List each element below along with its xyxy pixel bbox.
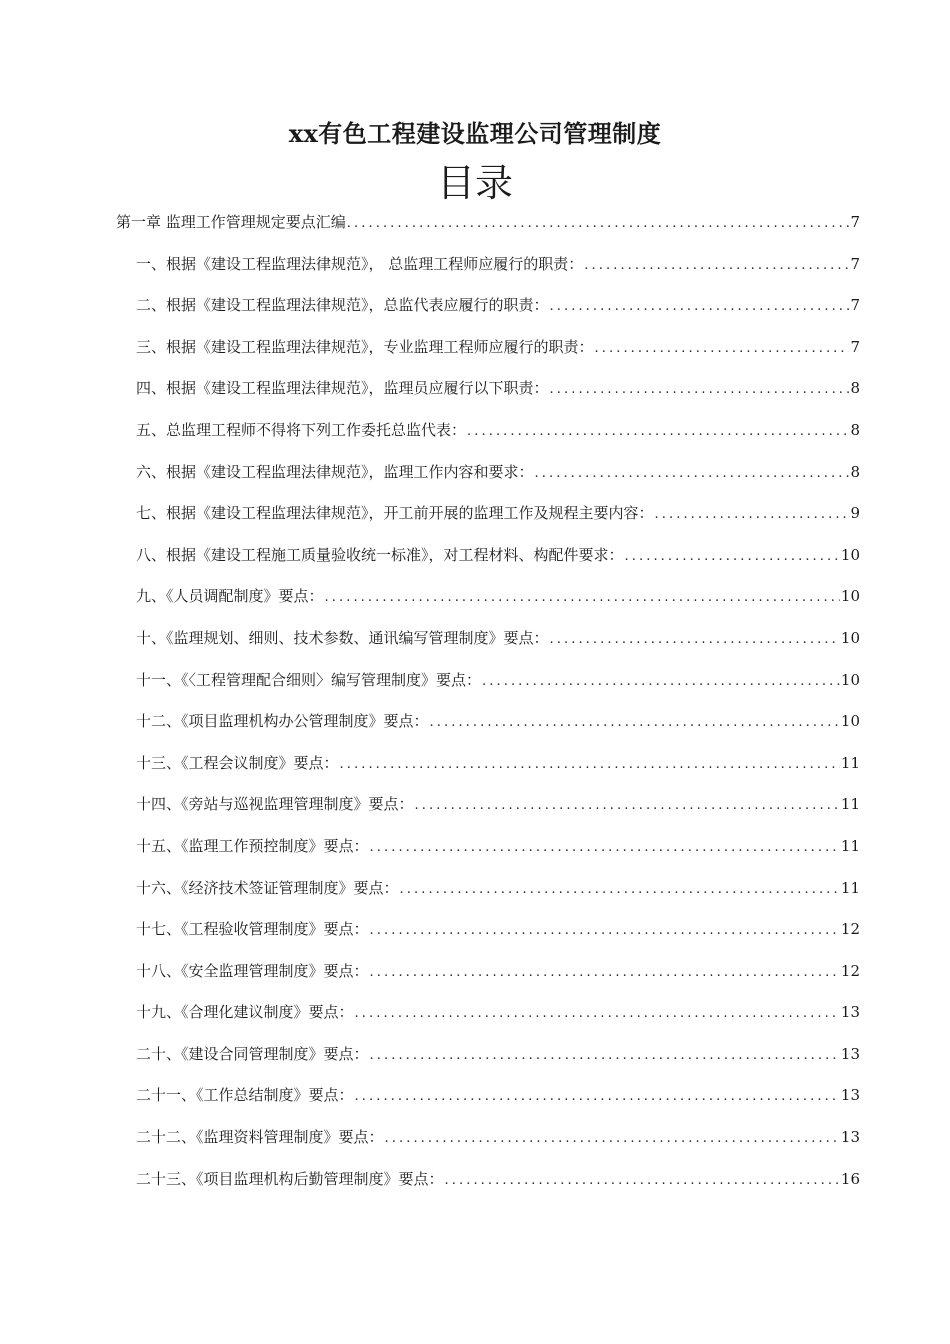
toc-leader-dots bbox=[655, 500, 850, 530]
toc-leader-dots bbox=[535, 459, 850, 489]
toc-entry[interactable] bbox=[116, 249, 860, 291]
toc-page-number: 7 bbox=[850, 296, 860, 315]
toc-entry[interactable] bbox=[116, 1080, 860, 1122]
toc-entry[interactable] bbox=[116, 706, 860, 748]
toc-leader-dots bbox=[340, 750, 840, 780]
toc-entry-text: 二十三、《项目监理机构后勤管理制度》要点： bbox=[136, 1169, 444, 1188]
toc-entry[interactable] bbox=[116, 1039, 860, 1081]
toc-entry-text: 九、《人员调配制度》要点： bbox=[136, 587, 324, 606]
toc-page-number: 7 bbox=[850, 213, 860, 231]
toc-leader-dots bbox=[370, 833, 840, 863]
toc-entry-text: 十四、《旁站与巡视监理管理制度》要点： bbox=[136, 795, 414, 814]
toc-page-number: 10 bbox=[840, 628, 860, 647]
toc-leader-dots bbox=[482, 667, 840, 697]
toc-entry[interactable] bbox=[116, 748, 860, 790]
toc-entry-text: 第一章 监理工作管理规定要点汇编 bbox=[116, 213, 346, 231]
toc-entry-text: 二十、《建设合同管理制度》要点： bbox=[136, 1044, 369, 1063]
toc-heading: 目录 bbox=[436, 161, 513, 205]
toc-leader-dots bbox=[355, 999, 840, 1029]
toc-page-number: 11 bbox=[840, 753, 860, 772]
toc-entry-text: 十九、《合理化建议制度》要点： bbox=[136, 1003, 354, 1022]
toc-entry[interactable] bbox=[116, 956, 860, 998]
toc-leader-dots bbox=[400, 875, 840, 905]
toc-entry[interactable] bbox=[116, 207, 860, 249]
toc-page-number: 8 bbox=[850, 420, 860, 439]
toc-entry-text: 十一、《〈工程管理配合细则〉编写管理制度》要点： bbox=[136, 670, 482, 689]
toc-leader-dots bbox=[595, 334, 850, 364]
toc-entry[interactable] bbox=[116, 498, 860, 540]
toc-entry-text: 十三、《工程会议制度》要点： bbox=[136, 753, 339, 772]
toc-page-number: 7 bbox=[850, 337, 860, 356]
toc-entry[interactable] bbox=[116, 540, 860, 582]
toc-page-number: 10 bbox=[840, 587, 860, 606]
toc-entry[interactable] bbox=[116, 789, 860, 831]
toc-entry-text: 二十一、《工作总结制度》要点： bbox=[136, 1086, 354, 1105]
toc-page-number: 16 bbox=[840, 1169, 860, 1188]
toc-page-number: 9 bbox=[850, 504, 860, 523]
toc-entry[interactable] bbox=[116, 914, 860, 956]
toc-entry[interactable] bbox=[116, 873, 860, 915]
toc-page-number: 13 bbox=[840, 1003, 860, 1022]
toc-entry-text: 二、根据《建设工程监理法律规范》，总监代表应履行的职责： bbox=[136, 296, 549, 315]
toc-page-number: 10 bbox=[840, 670, 860, 689]
toc-page-number: 13 bbox=[840, 1086, 860, 1105]
toc-entry-text: 一、根据《建设工程监理法律规范》， 总监理工程师应履行的职责： bbox=[136, 254, 584, 273]
toc-leader-dots bbox=[467, 417, 849, 447]
toc-page-number: 11 bbox=[840, 878, 860, 897]
toc-entry[interactable] bbox=[116, 415, 860, 457]
toc-entry-text: 五、总监理工程师不得将下列工作委托总监代表： bbox=[136, 420, 467, 439]
toc-leader-dots bbox=[625, 542, 840, 572]
toc-leader-dots bbox=[415, 791, 840, 821]
toc-entry[interactable] bbox=[116, 581, 860, 623]
toc-entry-text: 二十二、《监理资料管理制度》要点： bbox=[136, 1128, 384, 1147]
toc-entry[interactable] bbox=[116, 665, 860, 707]
toc-page-number: 8 bbox=[850, 379, 860, 398]
toc-page-number: 10 bbox=[840, 545, 860, 564]
toc-entry-text: 十、《监理规划、细则、技术参数、通讯编写管理制度》要点： bbox=[136, 628, 549, 647]
toc-page-number: 10 bbox=[840, 712, 860, 731]
toc-entry[interactable] bbox=[116, 1164, 860, 1206]
toc-page-number: 12 bbox=[840, 961, 860, 980]
toc-entry-text: 十六、《经济技术签证管理制度》要点： bbox=[136, 878, 399, 897]
toc-entry[interactable] bbox=[116, 373, 860, 415]
toc-leader-dots bbox=[550, 292, 850, 322]
toc-leader-dots bbox=[347, 209, 850, 239]
toc-page-number: 13 bbox=[840, 1044, 860, 1063]
toc-leader-dots bbox=[385, 1124, 840, 1154]
toc-entry[interactable] bbox=[116, 831, 860, 873]
toc-entry-text: 六、根据《建设工程监理法律规范》，监理工作内容和要求： bbox=[136, 462, 534, 481]
toc-entry[interactable] bbox=[116, 623, 860, 665]
toc-entry-text: 七、根据《建设工程监理法律规范》，开工前开展的监理工作及规程主要内容： bbox=[136, 504, 654, 523]
document-title: xx有色工程建设监理公司管理制度 bbox=[288, 119, 662, 148]
toc-entry-text: 八、根据《建设工程施工质量验收统一标准》，对工程材料、构配件要求： bbox=[136, 545, 624, 564]
toc-page-number: 13 bbox=[840, 1128, 860, 1147]
toc-leader-dots bbox=[325, 583, 840, 613]
toc-leader-dots bbox=[355, 1082, 840, 1112]
toc-page-number: 12 bbox=[840, 920, 860, 939]
table-of-contents bbox=[116, 207, 860, 1205]
toc-entry-text: 十五、《监理工作预控制度》要点： bbox=[136, 836, 369, 855]
toc-leader-dots bbox=[445, 1166, 840, 1196]
toc-entry-text: 十八、《安全监理管理制度》要点： bbox=[136, 961, 369, 980]
toc-entry-text: 四、根据《建设工程监理法律规范》，监理员应履行以下职责： bbox=[136, 379, 549, 398]
toc-leader-dots bbox=[430, 708, 840, 738]
toc-entry[interactable] bbox=[116, 1122, 860, 1164]
toc-entry[interactable] bbox=[116, 290, 860, 332]
toc-entry[interactable] bbox=[116, 997, 860, 1039]
toc-leader-dots bbox=[370, 916, 840, 946]
toc-leader-dots bbox=[550, 625, 840, 655]
toc-entry-text: 十七、《工程验收管理制度》要点： bbox=[136, 920, 369, 939]
toc-page-number: 11 bbox=[840, 836, 860, 855]
toc-leader-dots bbox=[550, 375, 850, 405]
toc-leader-dots bbox=[370, 1041, 840, 1071]
toc-leader-dots bbox=[370, 958, 840, 988]
toc-leader-dots bbox=[584, 251, 849, 281]
toc-page-number: 11 bbox=[840, 795, 860, 814]
toc-entry[interactable] bbox=[116, 457, 860, 499]
toc-page-number: 7 bbox=[850, 254, 860, 273]
toc-entry-text: 十二、《项目监理机构办公管理制度》要点： bbox=[136, 712, 429, 731]
toc-entry[interactable] bbox=[116, 332, 860, 374]
toc-entry-text: 三、根据《建设工程监理法律规范》，专业监理工程师应履行的职责： bbox=[136, 337, 594, 356]
toc-page-number: 8 bbox=[850, 462, 860, 481]
